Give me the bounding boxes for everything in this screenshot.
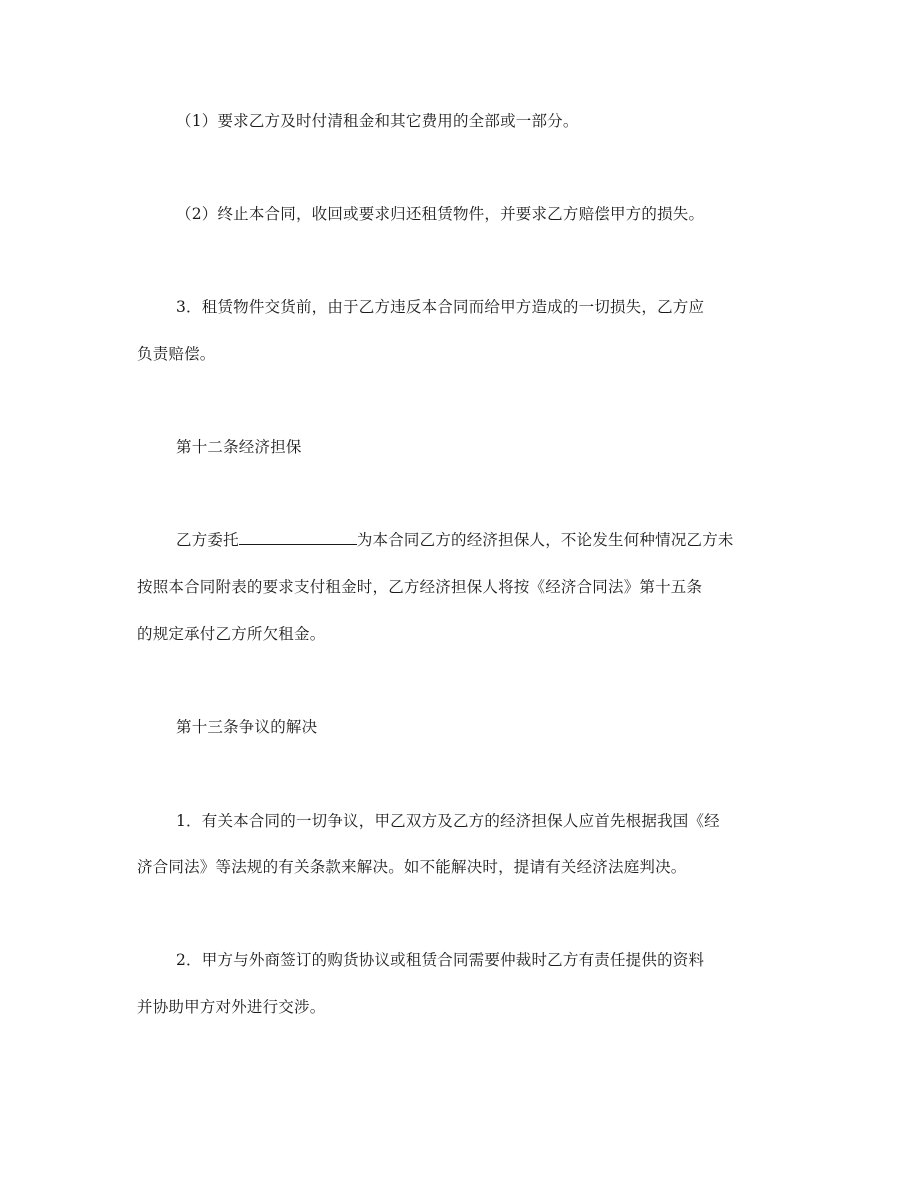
remedy-item-3-line-2: 负责赔偿。 <box>137 345 216 363</box>
clause-12-line-3: 的规定承付乙方所欠租金。 <box>137 625 326 643</box>
clause-12-line-2: 按照本合同附表的要求支付租金时，乙方经济担保人将按《经济合同法》第十五条 <box>137 578 703 596</box>
guarantor-blank-field <box>239 530 357 545</box>
clause-12-line-1 <box>176 530 734 550</box>
clause-13-item-2-line-2: 并协助甲方对外进行交涉。 <box>137 998 326 1016</box>
clause-12-suffix: 为本合同乙方的经济担保人，不论发生何种情况乙方未 <box>356 531 734 549</box>
clause-12-title: 第十二条经济担保 <box>176 438 302 456</box>
clause-13-item-2-line-1: 2．甲方与外商签订的购货协议或租赁合同需要仲裁时乙方有责任提供的资料 <box>176 951 705 969</box>
remedy-item-2: （2）终止本合同，收回或要求归还租赁物件，并要求乙方赔偿甲方的损失。 <box>176 205 705 223</box>
clause-13-item-1-line-2: 济合同法》等法规的有关条款来解决。如不能解决时，提请有关经济法庭判决。 <box>137 858 687 876</box>
clause-13-title: 第十三条争议的解决 <box>176 718 318 736</box>
remedy-item-1: （1）要求乙方及时付清租金和其它费用的全部或一部分。 <box>176 112 579 130</box>
remedy-item-3-line-1: 3．租赁物件交货前，由于乙方违反本合同而给甲方造成的一切损失，乙方应 <box>176 298 705 316</box>
clause-12-prefix: 乙方委托 <box>176 531 239 549</box>
clause-13-item-1-line-1: 1．有关本合同的一切争议，甲乙双方及乙方的经济担保人应首先根据我国《经 <box>176 812 720 830</box>
